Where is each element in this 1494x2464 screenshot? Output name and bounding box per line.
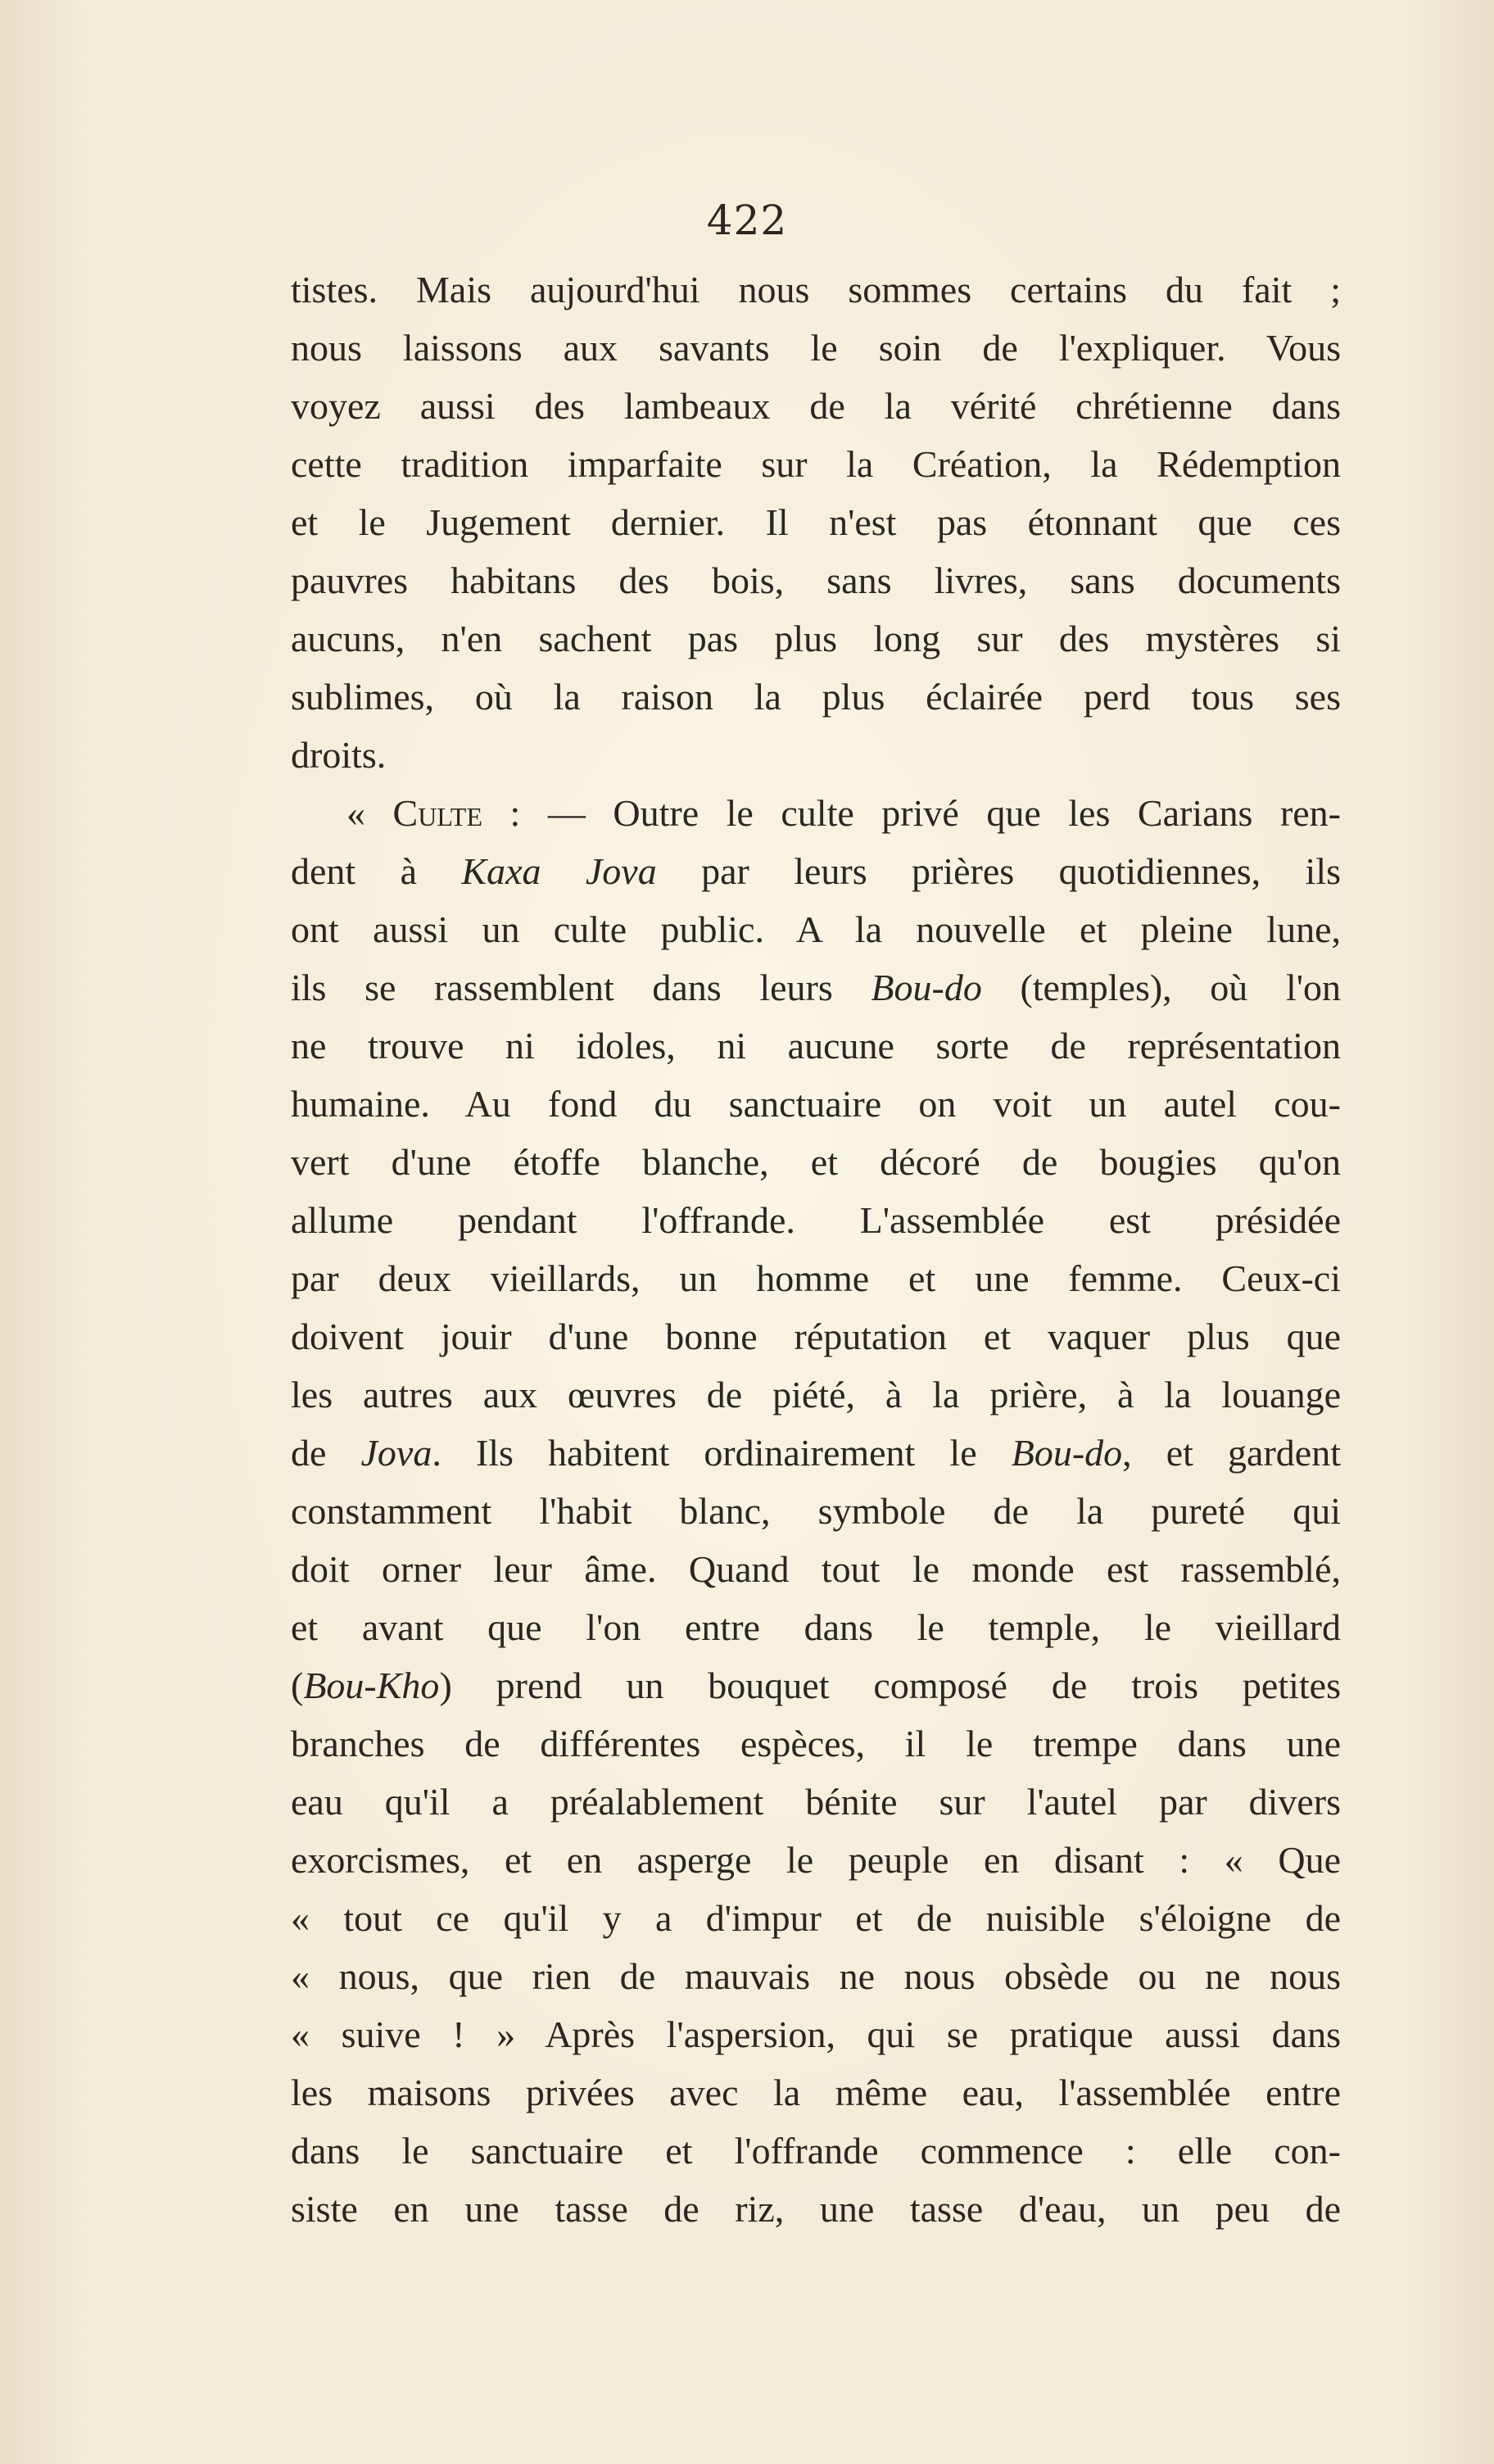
text-line: par deux vieillards, un homme et une femme. Ceux-ci <box>291 1257 1341 1299</box>
italic-term-kaxa-jova: Kaxa Jova <box>461 850 657 892</box>
text-line: eau qu'il a préalablement bénite sur l'autel par divers <box>291 1781 1341 1823</box>
text-line <box>291 842 1341 900</box>
text-line: « tout ce qu'il y a d'impur et de nuisible s'éloigne de <box>291 1897 1341 1939</box>
text-fragment: par leurs prières quotidiennes, ils <box>656 850 1341 892</box>
text-fragment: ( <box>291 1665 304 1706</box>
text-line: humaine. Au fond du sanctuaire on voit un autel cou- <box>291 1083 1341 1125</box>
text-line: constamment l'habit blanc, symbole de la pureté qui <box>291 1490 1341 1532</box>
italic-term-bou-kho: Bou-Kho <box>303 1665 440 1706</box>
italic-term-bou-do: Bou-do <box>871 967 982 1008</box>
text-fragment: , et gardent <box>1122 1432 1341 1474</box>
page-number: 422 <box>706 197 788 244</box>
text-line: branches de différentes espèces, il le trempe dans une <box>291 1723 1341 1764</box>
text-line: dans le sanctuaire et l'offrande commence : elle con- <box>291 2130 1341 2172</box>
text-line: siste en une tasse de riz, une tasse d'eau, un peu de <box>291 2188 1341 2230</box>
text-line <box>291 1424 1341 1482</box>
text-line: droits. <box>291 734 387 776</box>
text-line: doivent jouir d'une bonne réputation et vaquer plus que <box>291 1316 1341 1357</box>
text-line: doit orner leur âme. Quand tout le monde est rassemblé, <box>291 1548 1341 1590</box>
text-fragment: dent à <box>291 850 462 892</box>
text-line: allume pendant l'offrande. L'assemblée est présidée <box>291 1199 1341 1241</box>
text-line: et le Jugement dernier. Il n'est pas étonnant que ces <box>291 501 1341 543</box>
text-fragment: ) prend un bouquet composé de trois petites <box>439 1665 1341 1706</box>
body-text <box>291 260 1341 2238</box>
text-line: cette tradition imparfaite sur la Création, la Rédemption <box>291 443 1341 485</box>
text-line: exorcismes, et en asperge le peuple en disant : « Que <box>291 1839 1341 1881</box>
text-fragment: : — Outre le culte privé que les Carians ren- <box>482 792 1341 834</box>
text-line: sublimes, où la raison la plus éclairée perd tous ses <box>291 676 1341 718</box>
text-line: et avant que l'on entre dans le temple, le vieillard <box>291 1606 1341 1648</box>
italic-term-jova: Jova <box>360 1432 432 1474</box>
section-heading-culte: Culte <box>392 792 483 834</box>
text-fragment: ils se rassemblent dans leurs <box>291 967 872 1008</box>
text-line: tistes. Mais aujourd'hui nous sommes certains du fait ; <box>291 269 1341 310</box>
text-fragment: « <box>346 792 393 834</box>
text-line: les maisons privées avec la même eau, l'assemblée entre <box>291 2072 1341 2113</box>
text-line: pauvres habitans des bois, sans livres, sans documents <box>291 559 1341 601</box>
text-fragment: . Ils habitent ordinairement le <box>432 1432 1012 1474</box>
text-line: « nous, que rien de mauvais ne nous obsède ou ne nous <box>291 1955 1341 1997</box>
text-line: aucuns, n'en sachent pas plus long sur des mystères si <box>291 618 1341 659</box>
text-line <box>291 958 1341 1017</box>
text-line: ont aussi un culte public. A la nouvelle et pleine lune, <box>291 908 1341 950</box>
text-line: « suive ! » Après l'aspersion, qui se pratique aussi dans <box>291 2013 1341 2055</box>
text-line <box>291 1656 1341 1714</box>
text-line: vert d'une étoffe blanche, et décoré de bougies qu'on <box>291 1141 1341 1183</box>
text-line-culte <box>291 784 1341 842</box>
text-fragment: de <box>291 1432 361 1474</box>
text-line: ne trouve ni idoles, ni aucune sorte de représentation <box>291 1025 1341 1067</box>
text-fragment: (temples), où l'on <box>981 967 1342 1008</box>
text-line: voyez aussi des lambeaux de la vérité chrétienne dans <box>291 385 1341 427</box>
text-line: nous laissons aux savants le soin de l'expliquer. Vous <box>291 327 1341 369</box>
text-line: les autres aux œuvres de piété, à la prière, à la louange <box>291 1374 1341 1415</box>
italic-term-bou-do: Bou-do <box>1011 1432 1123 1474</box>
